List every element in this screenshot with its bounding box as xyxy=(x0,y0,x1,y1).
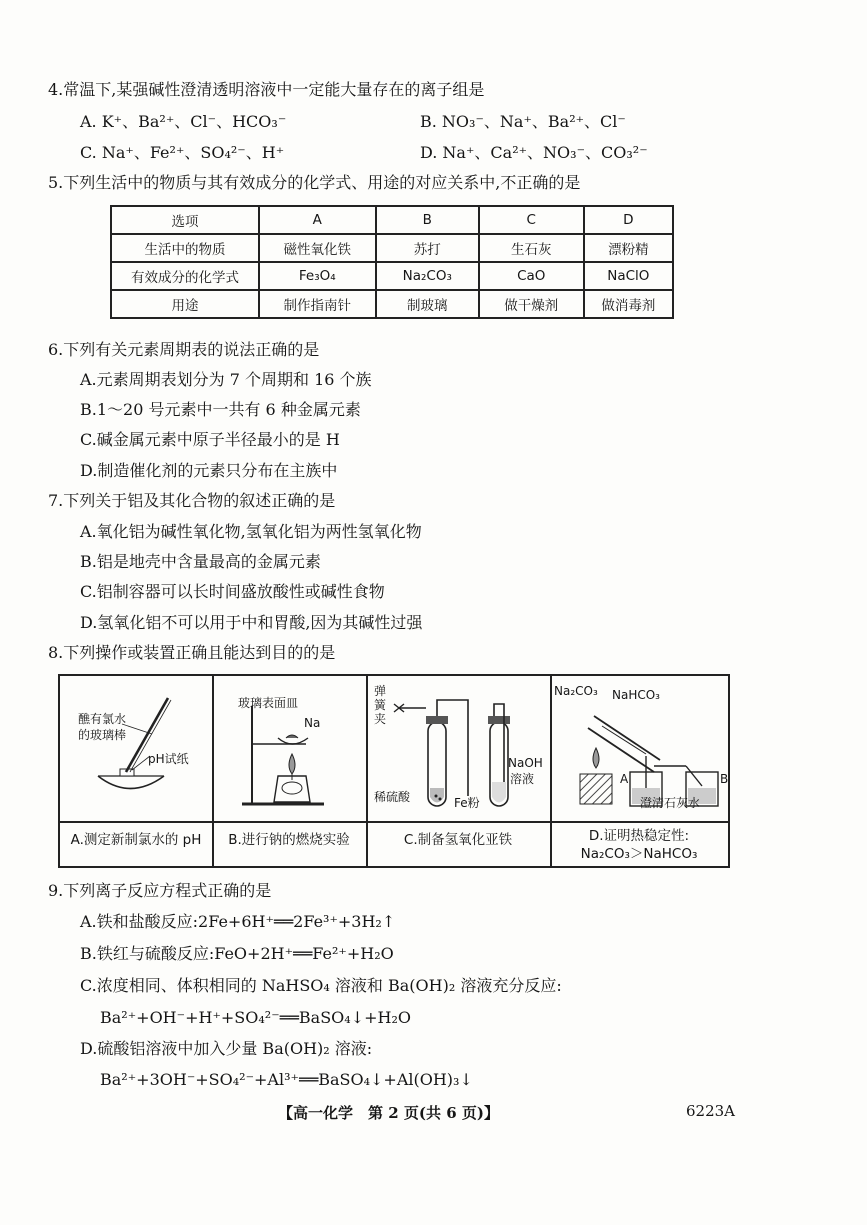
table-cell: 生石灰 xyxy=(479,234,584,262)
label-naoh: NaOH xyxy=(508,756,543,770)
label-sodium: Na xyxy=(304,716,321,730)
caption-c: C.制备氢氧化亚铁 xyxy=(403,832,513,848)
label-beaker-b: B xyxy=(720,772,729,786)
q4-option-b: B. NO₃⁻、Na⁺、Ba²⁺、Cl⁻ xyxy=(420,112,626,131)
q9-option-a: A.铁和盐酸反应:2Fe+6H⁺══2Fe³⁺+3H₂↑ xyxy=(80,912,396,931)
q9-option-d-equation: Ba²⁺+3OH⁻+SO₄²⁻+Al³⁺══BaSO₄↓+Al(OH)₃↓ xyxy=(100,1070,473,1089)
caption-divider xyxy=(60,821,728,823)
table-row xyxy=(111,290,673,318)
q6-option-b: B.1～20 号元素中一共有 6 种金属元素 xyxy=(80,400,361,419)
page-footer: 【高一化学 第 2 页(共 6 页)】 xyxy=(278,1104,499,1122)
table-cell: 生活中的物质 xyxy=(111,234,259,262)
q9-option-c: C.浓度相同、体积相同的 NaHSO₄ 溶液和 Ba(OH)₂ 溶液充分反应: xyxy=(80,976,562,995)
q9-stem: 9.下列离子反应方程式正确的是 xyxy=(48,881,272,900)
caption-a: A.测定新制氯水的 pH xyxy=(70,832,202,848)
q5-stem: 5.下列生活中的物质与其有效成分的化学式、用途的对应关系中,不正确的是 xyxy=(48,173,581,192)
q7-option-d: D.氢氧化铝不可以用于中和胃酸,因为其碱性过强 xyxy=(80,613,423,632)
q9-option-c-equation: Ba²⁺+OH⁻+H⁺+SO₄²⁻══BaSO₄↓+H₂O xyxy=(100,1008,411,1027)
label-limewater: 澄清石灰水 xyxy=(640,796,701,810)
label-ph-paper: pH试纸 xyxy=(148,752,189,766)
caption-d-line1: D.证明热稳定性: xyxy=(588,828,690,844)
q5-table xyxy=(110,205,674,319)
table-cell: 制玻璃 xyxy=(376,290,479,318)
q7-stem: 7.下列关于铝及其化合物的叙述正确的是 xyxy=(48,491,336,510)
q8-figure-panel xyxy=(58,674,730,868)
table-cell: 选项 xyxy=(111,206,259,234)
label-naoh-solution: 溶液 xyxy=(510,772,535,786)
table-cell: 苏打 xyxy=(376,234,479,262)
table-cell: Fe₃O₄ xyxy=(259,262,376,290)
table-cell: D xyxy=(584,206,673,234)
table-row xyxy=(111,206,673,234)
q6-option-c: C.碱金属元素中原子半径最小的是 H xyxy=(80,430,340,449)
label-fe-powder: Fe粉 xyxy=(454,796,480,810)
table-cell: 做消毒剂 xyxy=(584,290,673,318)
table-cell: 磁性氧化铁 xyxy=(259,234,376,262)
q6-option-d: D.制造催化剂的元素只分布在主族中 xyxy=(80,461,338,480)
caption-b: B.进行钠的燃烧实验 xyxy=(228,832,350,848)
table-cell: 有效成分的化学式 xyxy=(111,262,259,290)
label-dilute-sulfuric-acid: 稀硫酸 xyxy=(374,790,411,804)
q4-option-a: A. K⁺、Ba²⁺、Cl⁻、HCO₃⁻ xyxy=(80,112,287,131)
q6-stem: 6.下列有关元素周期表的说法正确的是 xyxy=(48,340,320,359)
q4-option-d: D. Na⁺、Ca²⁺、NO₃⁻、CO₃²⁻ xyxy=(420,143,648,162)
table-cell: 做干燥剂 xyxy=(479,290,584,318)
q8-stem: 8.下列操作或装置正确且能达到目的的是 xyxy=(48,643,336,662)
table-cell: NaClO xyxy=(584,262,673,290)
exam-code: 6223A xyxy=(686,1102,736,1120)
caption-d-line2: Na₂CO₃＞NaHCO₃ xyxy=(580,846,698,862)
q7-option-a: A.氧化铝为碱性氧化物,氢氧化铝为两性氢氧化物 xyxy=(80,522,422,541)
q9-option-b: B.铁红与硫酸反应:FeO+2H⁺══Fe²⁺+H₂O xyxy=(80,944,394,963)
label-spring-2: 簧 xyxy=(374,698,387,712)
ph-test-illustration xyxy=(60,676,212,821)
q9-option-d: D.硫酸铝溶液中加入少量 Ba(OH)₂ 溶液: xyxy=(80,1039,373,1058)
table-cell: 漂粉精 xyxy=(584,234,673,262)
label-watch-glass: 玻璃表面皿 xyxy=(238,696,299,710)
table-cell: A xyxy=(259,206,376,234)
q7-option-b: B.铝是地壳中含量最高的金属元素 xyxy=(80,552,321,571)
table-cell: CaO xyxy=(479,262,584,290)
label-sodium-bicarbonate: NaHCO₃ xyxy=(612,688,660,702)
table-row xyxy=(111,262,673,290)
label-beaker-a: A xyxy=(620,772,629,786)
table-cell: 用途 xyxy=(111,290,259,318)
label-spring-3: 夹 xyxy=(374,712,387,726)
q4-option-c: C. Na⁺、Fe²⁺、SO₄²⁻、H⁺ xyxy=(80,143,285,162)
label-sodium-carbonate: Na₂CO₃ xyxy=(554,684,598,698)
q6-option-a: A.元素周期表划分为 7 个周期和 16 个族 xyxy=(80,370,372,389)
q7-option-c: C.铝制容器可以长时间盛放酸性或碱性食物 xyxy=(80,582,385,601)
label-spring-1: 弹 xyxy=(374,684,387,698)
label-chlorine-rod-2: 的玻璃棒 xyxy=(78,728,127,742)
table-cell: 制作指南针 xyxy=(259,290,376,318)
table-cell: Na₂CO₃ xyxy=(376,262,479,290)
q4-stem: 4.常温下,某强碱性澄清透明溶液中一定能大量存在的离子组是 xyxy=(48,80,485,99)
table-cell: B xyxy=(376,206,479,234)
table-row xyxy=(111,234,673,262)
table-cell: C xyxy=(479,206,584,234)
label-chlorine-rod-1: 醮有氯水 xyxy=(78,712,127,726)
